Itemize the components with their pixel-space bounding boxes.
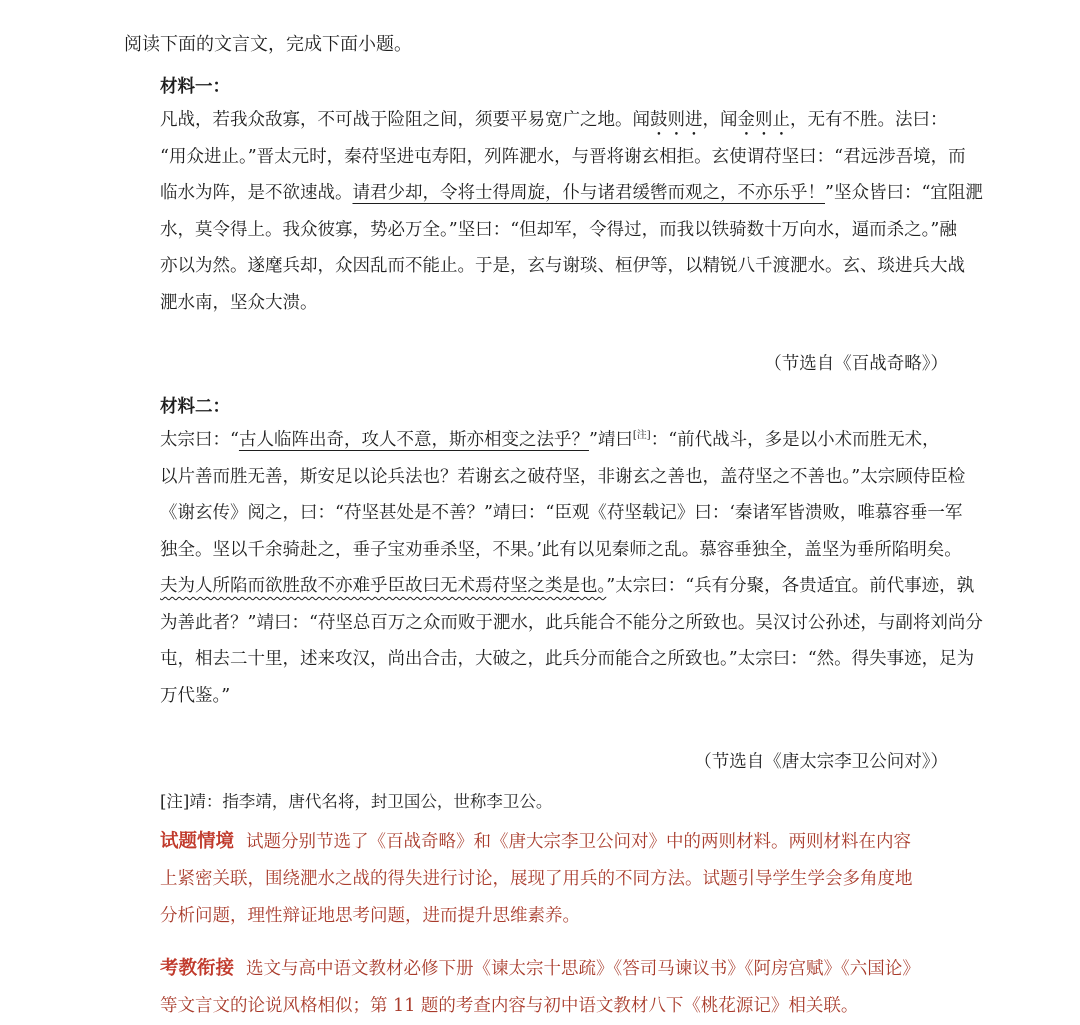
text-line: 夫为人所陷而欲胜敌不亦难乎臣故曰无术焉苻坚之类是也。”太宗曰：“兵有分聚，各贵适宜。前代事迹，孰 (160, 568, 960, 605)
text-line: 太宗曰：“古人临阵出奇，攻人不意，斯亦相变之法乎？”靖曰[注]：“前代战斗，多是以小术而胜无术， (160, 422, 960, 459)
text-line: 等文言文的论说风格相似；第 11 题的考查内容与初中语文教材八下《桃花源记》相关联。 (160, 988, 960, 1025)
text-line: 淝水南，坚众大溃。 (160, 285, 960, 322)
connection-section (160, 950, 960, 1025)
wavy-underlined-sentence: 夫为人所陷而欲胜敌不亦难乎臣故曰无术焉苻坚之类是也。 (160, 576, 606, 596)
footnote-marker: [注] (633, 430, 651, 441)
connection-tag: 考教衔接 (160, 958, 234, 979)
underlined-sentence: 古人临阵出奇，攻人不意，斯亦相变之法乎？ (239, 430, 589, 450)
material-two-heading: 材料二： (160, 393, 230, 418)
footnote: [注]靖：指李靖，唐代名将，封卫国公，世称李卫公。 (160, 788, 552, 812)
instruction-text: 阅读下面的文言文，完成下面小题。 (124, 30, 412, 56)
text-line: 屯，相去二十里，述来攻汉，尚出合击，大破之，此兵分而能合之所致也。”太宗曰：“然。得失事迹，足为 (160, 641, 960, 678)
dotted-emphasis: 鼓则进 (650, 110, 703, 130)
text-line: 临水为阵，是不欲速战。请君少却，令将士得周旋，仆与诸君缓辔而观之，不亦乐乎！”坚众皆曰：“宜阻淝 (160, 175, 960, 212)
text-line: 水，莫令得上。我众彼寡，势必万全。”坚曰：“但却军，令得过，而我以铁骑数十万向水，逼而杀之。”融 (160, 212, 960, 249)
text-line: 凡战，若我众敌寡，不可战于险阻之间，须要平易宽广之地。闻鼓则进，闻金则止，无有不胜。法曰： (160, 102, 960, 139)
scenario-tag: 试题情境 (160, 831, 234, 852)
scenario-section (160, 823, 960, 936)
material-one-source: （节选自《百战奇略》） (764, 350, 948, 375)
text-line: 试题情境 试题分别节选了《百战奇略》和《唐大宗李卫公问对》中的两则材料。两则材料在内容 (160, 823, 960, 861)
text-line: 为善此者？”靖曰：“苻坚总百万之众而败于淝水，此兵能合不能分之所致也。吴汉讨公孙述，与副将刘尚分 (160, 605, 960, 642)
text-line: 分析问题，理性辩证地思考问题，进而提升思维素养。 (160, 898, 960, 936)
underlined-sentence: 请君少却，令将士得周旋，仆与诸君缓辔而观之，不亦乐乎！ (353, 183, 826, 203)
text-line: 独全。坚以千余骑赴之，垂子宝劝垂杀坚，不果。’此有以见秦师之乱。慕容垂独全，盖坚为垂所陷明矣。 (160, 532, 960, 569)
text-line: 以片善而胜无善，斯安足以论兵法也？若谢玄之破苻坚，非谢玄之善也，盖苻坚之不善也。”太宗顾侍臣检 (160, 459, 960, 496)
text-line: 亦以为然。遂麾兵却，众因乱而不能止。于是，玄与谢琰、桓伊等，以精锐八千渡淝水。玄、琰进兵大战 (160, 248, 960, 285)
text-line: 《谢玄传》阅之，曰：“苻坚甚处是不善？”靖曰：“臣观《苻坚载记》曰：‘秦诸军皆溃败，唯慕容垂一军 (160, 495, 960, 532)
text-line: 考教衔接 选文与高中语文教材必修下册《谏太宗十思疏》《答司马谏议书》《阿房宫赋》《六国论》 (160, 950, 960, 988)
material-one-heading: 材料一： (160, 73, 230, 98)
material-two-text (160, 422, 960, 714)
text-line: “用众进止。”晋太元时，秦苻坚进屯寿阳，列阵淝水，与晋将谢玄相拒。玄使谓苻坚曰：“君远涉吾境，而 (160, 139, 960, 176)
material-two-source: （节选自《唐太宗李卫公问对》） (694, 748, 948, 773)
material-one-text (160, 102, 960, 321)
text-line: 上紧密关联，围绕淝水之战的得失进行讨论，展现了用兵的不同方法。试题引导学生学会多角度地 (160, 861, 960, 899)
text-line: 万代鉴。” (160, 678, 960, 715)
dotted-emphasis: 金则止 (738, 110, 791, 130)
